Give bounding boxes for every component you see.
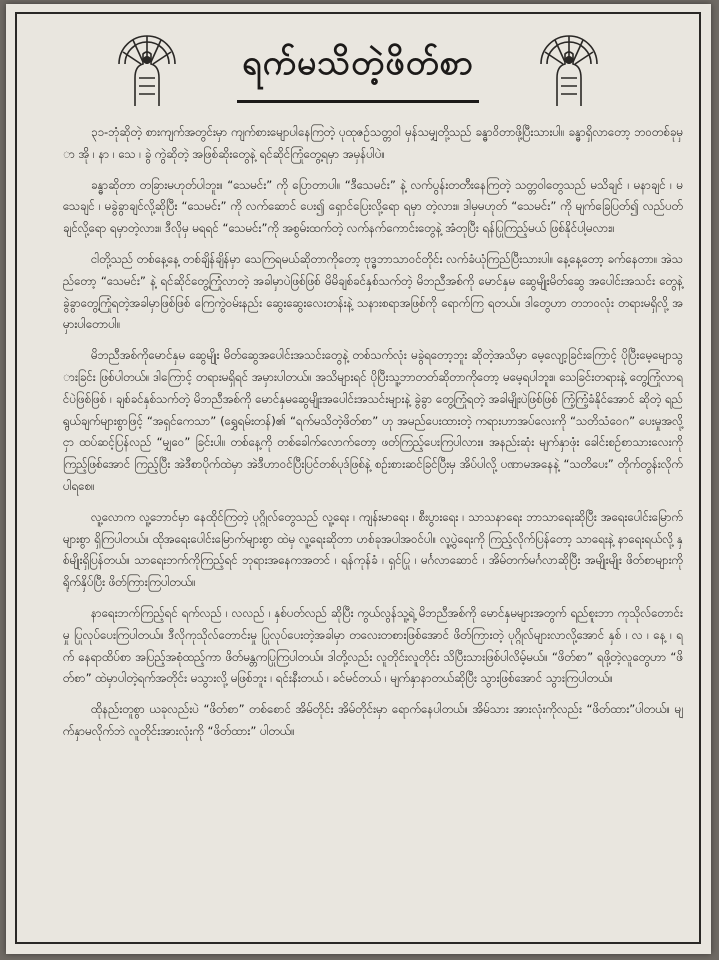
document-border: [15, 12, 701, 944]
paragraph: ထိုနည်းတူစွာ ယခုလည်းပဲ “ဖိတ်စာ” တစ်စောင် အိမ်တိုင်း အိမ်တိုင်းမှာ ရောက်နေပါတယ်။ အိမ်သား အားလုံးကိုလည်း “ဖိတ်ထား”ပါတယ်။ မျက်နှာမလိုက်ဘဲ လူတိုင်းအားလုံးကို “ဖိတ်ထား” ပါတယ်။: [63, 702, 683, 738]
paragraph: ခန္ဓာဆိုတာ တခြားမဟုတ်ပါဘူး။ “သေမင်း” ကို ပြောတာပါ။ “ဒီသေမင်း” နဲ့ လက်ပွန်းတတီးနေကြတဲ့ သတ္တဝါတွေသည် မသိချင် ၊ မနာချင် ၊ မသေချင် ၊ မခွဲခွာချင်လို့ဆိုပြီး “သေမင်း” ကို လက်ဆောင် ပေး၍ ရှောင်ပြေးလို့ရော ရမှာ တဲ့လား။ ဒါမှမဟုတ် “သေမင်း” ကို မျက်ခြေပြတ်၍ လည်ပတ်ချင်လို့ရော ရမှာတဲ့လား။ ဒီလိုမှ မရရင် “သေမင်း”ကို အစွမ်းထက်တဲ့ လက်နက်ကောင်းတွေနဲ့ အံတုပြီး ရန်ပြုကြည့်မယ် ဖြစ်နိုင်ပါ့မလား။: [63, 177, 683, 236]
document-title: ရက်မသိတဲ့ဖိတ်စာ: [242, 43, 474, 83]
paper-sheet: [6, 4, 711, 954]
paragraph: နာရေးဘက်ကြည့်ရင် ရက်လည် ၊ လလည် ၊ နှစ်ပတ်လည် ဆိုပြီး ကွယ်လွန်သူ့ရဲ့ မိဘညီအစ်ကို မောင်နှမများအတွက် ရည်စူးဘာ ကုသိုလ်တောင်းမှု ပြုလုပ်ပေးကြပါတယ်။ ဒီလိုကုသိုလ်တောင်းမှု ပြုလုပ်ပေးတဲ့အခါမှာ တလေးတစားဖြစ်အောင် ဖိတ်ကြားတဲ့ ပုဂ္ဂိုလ်များလာလို့အောင် နှစ် ၊ လ ၊ နေ့ ၊ ရက် နေရာထိပ်စာ အပြည့်အစုံထည့်ကာ ဖိတ်မန္တကပြုကြပါတယ်။ ဒါတို့လည်း လူတိုင်းလူတိုင်း သိပြီးသားဖြစ်ပါလိမ့်မယ်။ “ဖိတ်စာ” ရဖို့တဲ့လူတွေဟာ “ဖိတ်စာ” ထဲမှာပါတဲ့ရက်အတိုင်း မသွားလို့ မဖြစ်ဘူး ၊ ရင်းနီးတယ် ၊ ခင်မင်တယ် ၊ မျက်နှာနာတယ်ဆိုပြီး သွားဖြစ်အောင် သွားကြပါတယ်။: [63, 605, 683, 686]
paragraph: မိဘညီအစ်ကိုမောင်နှမ ဆွေမျိုး မိတ်ဆွေအပေါင်းအသင်းတွေနဲ့ တစ်သက်လုံး မခွဲရတော့ဘူး ဆိုတဲ့အသိမှာ မေ့လျော့ခြင်းကြောင့် ပိုပြီးမေ့မျောသွားခြင်း ဖြစ်ပါတယ်။ ဒါကြောင့် တရားမရှိရင် အမှားပါတယ်။ အသိများရင် ပိုပြီးသူ့ဘာတတ်ဆိုတာကိုတော့ မမေ့ရပါဘူး။ သေခြင်းတရားနဲ့ တွေ့ကြုံလာရင်ပဲဖြစ်ဖြစ် ၊ ချစ်ခင်နှစ်သက်တဲ့ မိဘညီအစ်ကို မောင်နှမဆွေမျိုးအပေါင်းအသင်းများနဲ့ ခွဲခွာ တွေ့ကြုံရတဲ့ အခါမျိုးပဲဖြစ်ဖြစ် ကြံ့ကြံ့ခံနိုင်အောင် ဆိုတဲ့ ရည်ရွယ်ချက်များစွာဖြင့် “အရှင်ကေသာ” (ရွှေရမ်းတန်)၏ “ရက်မသိတဲ့ဖိတ်စာ” ဟု အမည်ပေးထားတဲ့ ကရားဟာအပ်လေးကို “သတိသံဝေဂ” ပေးမှုအလို့ငှာ ထပ်ဆင့်ပြန်လည် “မျှဝေ” ခြင်းပါ။ တစ်နေ့ကို တစ်ခေါက်လောက်တော့ ဖတ်ကြည့်ပေးကြပါလား။ အနည်းဆုံး မျက်နှာဖုံး ခေါင်းစဉ်စာသားလေးကို ကြည့်ဖြစ်အောင် ကြည့်ပြီး အဲဒီစာပိုက်ထဲမှာ အဲဒီဟာဝင်ပြီးပြင်တစ်ပုဒ်ဖြစ်နဲ့ စဉ်းစားဆင်ခြင်ပြီးမှ အိပ်ပါလို့ ပဏာမအနေနဲ့ “သတိပေး” တိုက်တွန်းလိုက်ပါရစေ။: [63, 348, 683, 493]
paragraph: ငါတို့သည် တစ်နေ့နေ့ တစ်ချိန်ချိန်မှာ သေကြရမယ်ဆိုတာကိုတော့ ဗုဒ္ဓဘာသာဝင်တိုင်း လက်ခံယုံကြည်ပြီးသားပါ။ နေ့နေ့တော့ ခက်နေတာ။ အဲသည်တော့ “သေမင်း” နဲ့ ရင်ဆိုင်တွေ့ကြုံလာတဲ့ အခါမှာပဲဖြစ်ဖြစ် မိမိချစ်ခင်နှစ်သက်တဲ့ မိဘညီအစ်ကို မောင်နှမ ဆွေမျိုးမိတ်ဆွေ အပေါင်းအသင်း တွေနဲ့ ခွဲခွာတွေ့ကြုံရတဲ့အခါမှာဖြစ်ဖြစ် ကြေကွဲဝမ်းနည်း ဆွေးဆွေးလေးတန်းနဲ့ သနားစရာအဖြစ်ကို ရောက်ကြ ရတယ်။ ဒါတွေဟာ တဘဝလုံး တရားမရှိလို့ အမှားပါတောပါ။: [63, 251, 683, 332]
paragraph: ၃၁-ဘုံဆိုတဲ့ စားကျက်အတွင်းမှာ ကျက်စားမျောပါနေကြတဲ့ ပုထုဇဉ်သတ္တဝါ မှန်သမျှတို့သည် ခန္ဓာဝိတာဖို့ပြီးသားပါ။ ခန္ဓာရှိလာတော့ ဘဝတစ်ခုမှာ အို ၊ နာ ၊ သေ ၊ ခွဲ ကွဲဆိုတဲ့ အဖြစ်ဆိုးတွေနဲ့ ရင်ဆိုင်ကြုံတွေ့ရမှာ အမှန်ပါပဲ။: [63, 125, 683, 161]
document-body: [63, 122, 683, 930]
document-header: [17, 14, 699, 114]
paragraph: လူ့လောက လူ့ဘောင်မှာ နေထိုင်ကြတဲ့ ပုဂ္ဂိုလ်တွေသည် လူ့ရေး ၊ ကျန်းမာရေး ၊ စီးပွားရေး ၊ သာသနာရေး ဘာသာရေးဆိုပြီး အရေးပေါင်းမြောက်များစွာ ရှိကြပါတယ်။ ထိုအရေးပေါင်းမြောက်များစွာ ထဲမှ လူ့ရေးဆိုတာ ဟစ်ခုအပါအဝင်ပါ။ လူ့ပွဲရေးကို ကြည့်လိုက်ပြန်တော့ သာရေးနဲ့ နာရေးရယ်လို့ နှစ်မျိုးရှိပြန်တယ်။ သာရေးဘက်ကိုကြည့်ရင် ဘုရားအနေကအတင် ၊ ရန်ကုန်ခံ ၊ ရှင်ပြု ၊ မင်္ဂလာဆောင် ၊ အိမ်တက်မင်္ဂလာဆိုပြီး အမျိုးမျိုး ဖိတ်စာများကို ရိုက်နှိပ်ပြီး ဖိတ်ကြားကြပါတယ်။: [63, 509, 683, 590]
title-underline: [237, 100, 479, 103]
dharma-wheel-hand-icon: [535, 24, 603, 108]
